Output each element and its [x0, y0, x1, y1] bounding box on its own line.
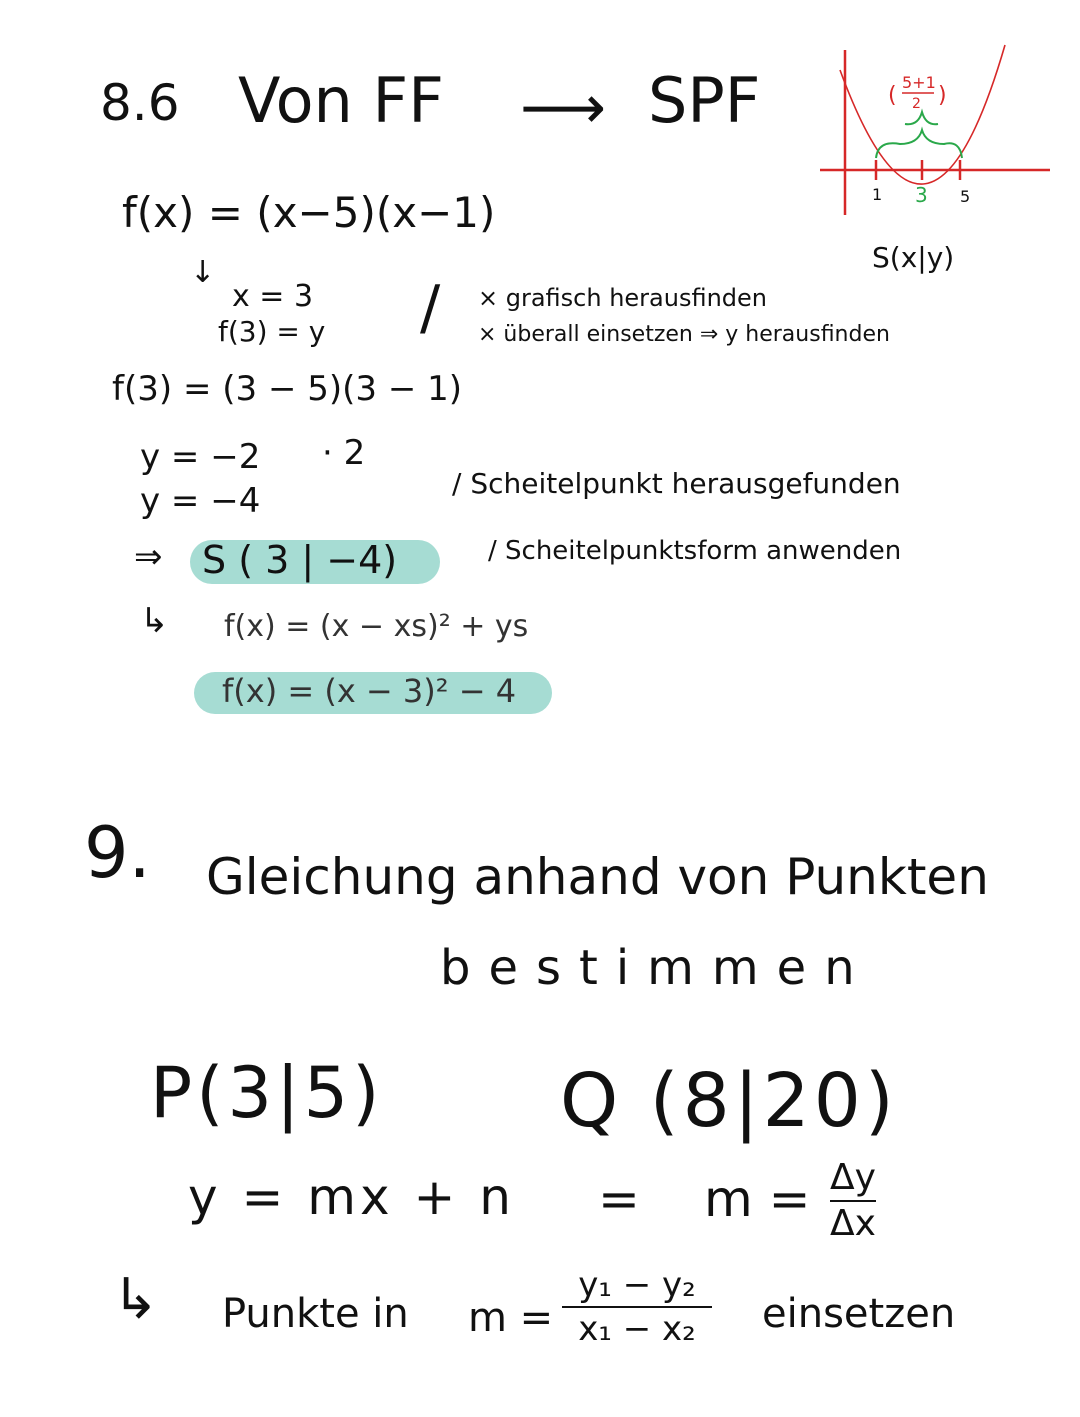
equals-sign: = — [598, 1170, 640, 1228]
note-graphically: × grafisch herausfinden — [478, 284, 768, 312]
svg-text:2: 2 — [912, 96, 921, 112]
slope-label: m = — [704, 1170, 811, 1228]
section-title-to: SPF — [648, 64, 761, 137]
svg-text:): ) — [938, 83, 947, 108]
note-substitute: × überall einsetzen ⇒ y herausfinden — [478, 322, 890, 347]
slope-fraction — [830, 1157, 876, 1244]
tick-label-1: 1 — [872, 185, 883, 204]
section-9-number: 9. — [84, 812, 151, 894]
calc-line-3: y = −4 — [140, 481, 261, 521]
instruction-substitute: einsetzen — [762, 1291, 956, 1337]
svg-text:5+1: 5+1 — [902, 73, 936, 92]
line-equation: y = mx + n — [188, 1168, 515, 1226]
calc-line-2: y = −2 — [140, 437, 261, 477]
instruction-numerator: y₁ − y₂ — [578, 1265, 696, 1305]
tick-label-5: 5 — [960, 187, 971, 206]
note-apply-form: / Scheitelpunktsform anwenden — [488, 536, 902, 566]
point-p: P(3|5) — [150, 1052, 384, 1134]
calc-line-2-factor: · 2 — [322, 433, 366, 473]
section-9-title-line1: Gleichung anhand von Punkten — [206, 848, 989, 906]
slope-numerator: Δy — [830, 1157, 876, 1198]
instruction-fraction — [562, 1265, 712, 1349]
hook-arrow-1: ↳ — [140, 601, 169, 641]
f3-equals-y: f(3) = y — [218, 315, 326, 348]
note-vertex-found: / Scheitelpunkt herausgefunden — [452, 467, 901, 500]
title-arrow: ⟶ — [520, 73, 607, 143]
implies-arrow: ⇒ — [134, 537, 163, 577]
note-slash: / — [420, 273, 441, 343]
vertex-result: S ( 3 | −4) — [202, 538, 398, 582]
vertex-form-final: f(x) = (x − 3)² − 4 — [222, 672, 517, 710]
instruction-m-label: m = — [468, 1295, 554, 1341]
sketch-vertex-label: S(x|y) — [872, 241, 955, 274]
section-9-title-line2: bestimmen — [440, 940, 873, 996]
midpoint-expression: ( — [888, 83, 897, 108]
calc-line-1: f(3) = (3 − 5)(3 − 1) — [112, 369, 463, 409]
point-q: Q (8|20) — [560, 1058, 898, 1144]
function-definition: f(x) = (x−5)(x−1) — [122, 188, 496, 237]
hook-arrow-2: ↳ — [112, 1267, 159, 1332]
x-value: x = 3 — [232, 279, 314, 314]
instruction-points-in: Punkte in — [222, 1291, 409, 1337]
section-number: 8.6 — [100, 74, 180, 132]
section-title-from: Von FF — [238, 64, 444, 137]
tick-label-3: 3 — [915, 183, 928, 207]
midpoint-brace — [876, 130, 962, 158]
slope-denominator: Δx — [830, 1203, 876, 1244]
vertex-form-general: f(x) = (x − xs)² + ys — [224, 609, 529, 644]
instruction-denominator: x₁ − x₂ — [578, 1309, 696, 1349]
step-arrow: ↓ — [190, 255, 216, 290]
